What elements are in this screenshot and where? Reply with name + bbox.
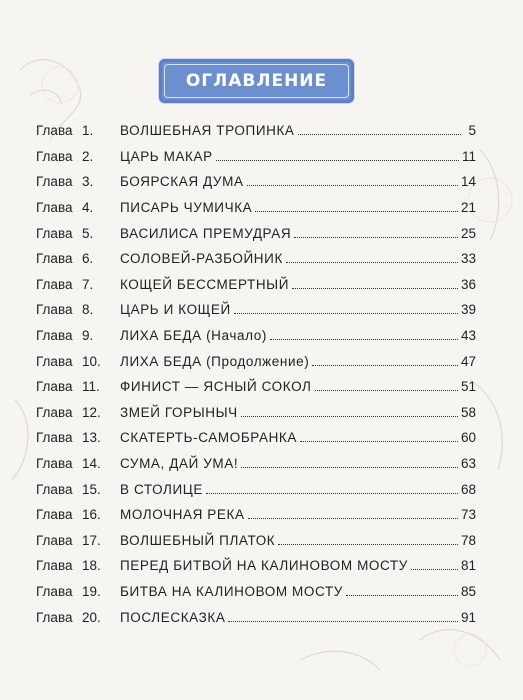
chapter-number: 3. xyxy=(82,174,94,190)
toc-entry[interactable] xyxy=(36,374,476,400)
chapter-title: ПИСАРЬ ЧУМИЧКА xyxy=(120,200,253,216)
chapter-number: 1. xyxy=(82,123,94,139)
dot-leader xyxy=(298,134,461,135)
chapter-number: 13. xyxy=(82,430,101,446)
chapter-number: 11. xyxy=(82,379,100,395)
toc-entry[interactable] xyxy=(36,400,476,426)
toc-entry[interactable] xyxy=(36,144,476,170)
dot-leader xyxy=(241,416,458,417)
chapter-title: ВАСИЛИСА ПРЕМУДРАЯ xyxy=(120,225,292,241)
chapter-number: 15. xyxy=(82,481,101,497)
toc-entry[interactable] xyxy=(36,604,476,630)
chapter-title: СУМА, ДАЙ УМА! xyxy=(120,456,239,472)
chapter-word: Глава xyxy=(36,353,73,369)
chapter-word: Глава xyxy=(36,456,73,472)
dot-leader xyxy=(206,493,458,494)
chapter-page-number: 47 xyxy=(460,353,476,369)
dot-leader xyxy=(312,365,458,366)
toc-entry[interactable] xyxy=(36,169,476,195)
toc-entry[interactable] xyxy=(36,297,476,323)
chapter-page-number: 51 xyxy=(460,379,476,395)
chapter-number: 16. xyxy=(82,507,101,523)
chapter-title: ЛИХА БЕДА (Продолжение) xyxy=(120,353,310,369)
dot-leader xyxy=(286,262,458,263)
dot-leader xyxy=(346,595,458,596)
chapter-number: 9. xyxy=(82,328,94,344)
chapter-title: ПОСЛЕСКАЗКА xyxy=(120,609,226,625)
toc-entry[interactable] xyxy=(36,195,476,221)
contents-heading: ОГЛАВЛЕНИЕ xyxy=(185,71,328,91)
dot-leader xyxy=(294,237,458,238)
chapter-page-number: 25 xyxy=(460,225,476,241)
toc-entry[interactable] xyxy=(36,246,476,272)
chapter-number: 17. xyxy=(82,532,101,548)
chapter-number: 14. xyxy=(82,456,101,472)
toc-entry[interactable] xyxy=(36,348,476,374)
chapter-word: Глава xyxy=(36,583,73,599)
toc-entry[interactable] xyxy=(36,528,476,554)
chapter-page-number: 11 xyxy=(461,148,476,164)
toc-entry[interactable] xyxy=(36,451,476,477)
toc-entry[interactable] xyxy=(36,553,476,579)
dot-leader xyxy=(411,569,458,570)
chapter-page-number: 39 xyxy=(460,302,476,318)
chapter-title: БОЯРСКАЯ ДУМА xyxy=(120,174,244,190)
chapter-page-number: 68 xyxy=(460,481,476,497)
chapter-title: ЦАРЬ МАКАР xyxy=(120,148,213,164)
chapter-page-number: 81 xyxy=(460,558,476,574)
chapter-word: Глава xyxy=(36,481,73,497)
table-of-contents xyxy=(36,118,476,630)
chapter-page-number: 73 xyxy=(460,507,476,523)
chapter-page-number: 58 xyxy=(460,404,476,420)
chapter-word: Глава xyxy=(36,200,73,216)
dot-leader xyxy=(300,441,458,442)
chapter-title: СОЛОВЕЙ-РАЗБОЙНИК xyxy=(120,251,283,267)
chapter-title: ВОЛШЕБНАЯ ТРОПИНКА xyxy=(120,123,295,139)
chapter-number: 19. xyxy=(82,583,101,599)
dot-leader xyxy=(292,288,458,289)
chapter-title: БИТВА НА КАЛИНОВОМ МОСТУ xyxy=(120,583,343,599)
chapter-title: СКАТЕРТЬ-САМОБРАНКА xyxy=(120,430,297,446)
toc-entry[interactable] xyxy=(36,118,476,144)
chapter-number: 6. xyxy=(82,251,94,267)
toc-entry[interactable] xyxy=(36,323,476,349)
chapter-number: 7. xyxy=(82,276,94,292)
chapter-title: КОЩЕЙ БЕССМЕРТНЫЙ xyxy=(120,276,290,292)
dot-leader xyxy=(216,160,459,161)
chapter-word: Глава xyxy=(36,148,73,164)
chapter-word: Глава xyxy=(36,328,73,344)
chapter-page-number: 36 xyxy=(460,276,476,292)
chapter-word: Глава xyxy=(36,379,73,395)
chapter-page-number: 33 xyxy=(460,251,476,267)
chapter-title: ЗМЕЙ ГОРЫНЫЧ xyxy=(120,404,238,420)
chapter-title: ВОЛШЕБНЫЙ ПЛАТОК xyxy=(120,532,276,548)
dot-leader xyxy=(255,211,458,212)
chapter-page-number: 85 xyxy=(460,583,476,599)
dot-leader xyxy=(228,621,458,622)
chapter-word: Глава xyxy=(36,174,73,190)
contents-heading-badge xyxy=(159,59,354,103)
toc-entry[interactable] xyxy=(36,425,476,451)
chapter-number: 2. xyxy=(82,148,94,164)
chapter-title: ПЕРЕД БИТВОЙ НА КАЛИНОВОМ МОСТУ xyxy=(120,558,408,574)
chapter-title: ФИНИСТ — ЯСНЫЙ СОКОЛ xyxy=(120,379,312,395)
chapter-word: Глава xyxy=(36,123,73,139)
chapter-number: 18. xyxy=(82,558,101,574)
chapter-page-number: 21 xyxy=(460,200,476,216)
chapter-number: 10. xyxy=(82,353,101,369)
chapter-word: Глава xyxy=(36,430,73,446)
toc-entry[interactable] xyxy=(36,502,476,528)
dot-leader xyxy=(278,544,458,545)
dot-leader xyxy=(234,313,458,314)
chapter-page-number: 5 xyxy=(468,123,476,139)
chapter-word: Глава xyxy=(36,507,73,523)
chapter-page-number: 63 xyxy=(460,456,476,472)
chapter-page-number: 78 xyxy=(460,532,476,548)
chapter-title: ЛИХА БЕДА (Начало) xyxy=(120,328,267,344)
chapter-page-number: 43 xyxy=(460,328,476,344)
chapter-word: Глава xyxy=(36,276,73,292)
toc-entry[interactable] xyxy=(36,220,476,246)
chapter-page-number: 60 xyxy=(460,430,476,446)
chapter-word: Глава xyxy=(36,558,73,574)
chapter-word: Глава xyxy=(36,302,73,318)
chapter-number: 20. xyxy=(82,609,101,625)
chapter-title: МОЛОЧНАЯ РЕКА xyxy=(120,507,245,523)
chapter-word: Глава xyxy=(36,404,73,420)
chapter-page-number: 91 xyxy=(460,609,476,625)
dot-leader xyxy=(270,339,458,340)
chapter-word: Глава xyxy=(36,251,73,267)
chapter-word: Глава xyxy=(36,609,73,625)
dot-leader xyxy=(315,390,458,391)
chapter-number: 5. xyxy=(82,225,94,241)
toc-entry[interactable] xyxy=(36,272,476,298)
chapter-word: Глава xyxy=(36,225,73,241)
chapter-number: 12. xyxy=(82,404,101,420)
chapter-page-number: 14 xyxy=(460,174,476,190)
dot-leader xyxy=(247,185,458,186)
chapter-number: 4. xyxy=(82,200,94,216)
chapter-title: В СТОЛИЦЕ xyxy=(120,481,203,497)
toc-entry[interactable] xyxy=(36,476,476,502)
dot-leader xyxy=(241,467,458,468)
toc-entry[interactable] xyxy=(36,579,476,605)
chapter-word: Глава xyxy=(36,532,73,548)
dot-leader xyxy=(248,518,458,519)
chapter-number: 8. xyxy=(82,302,94,318)
chapter-title: ЦАРЬ И КОЩЕЙ xyxy=(120,302,231,318)
